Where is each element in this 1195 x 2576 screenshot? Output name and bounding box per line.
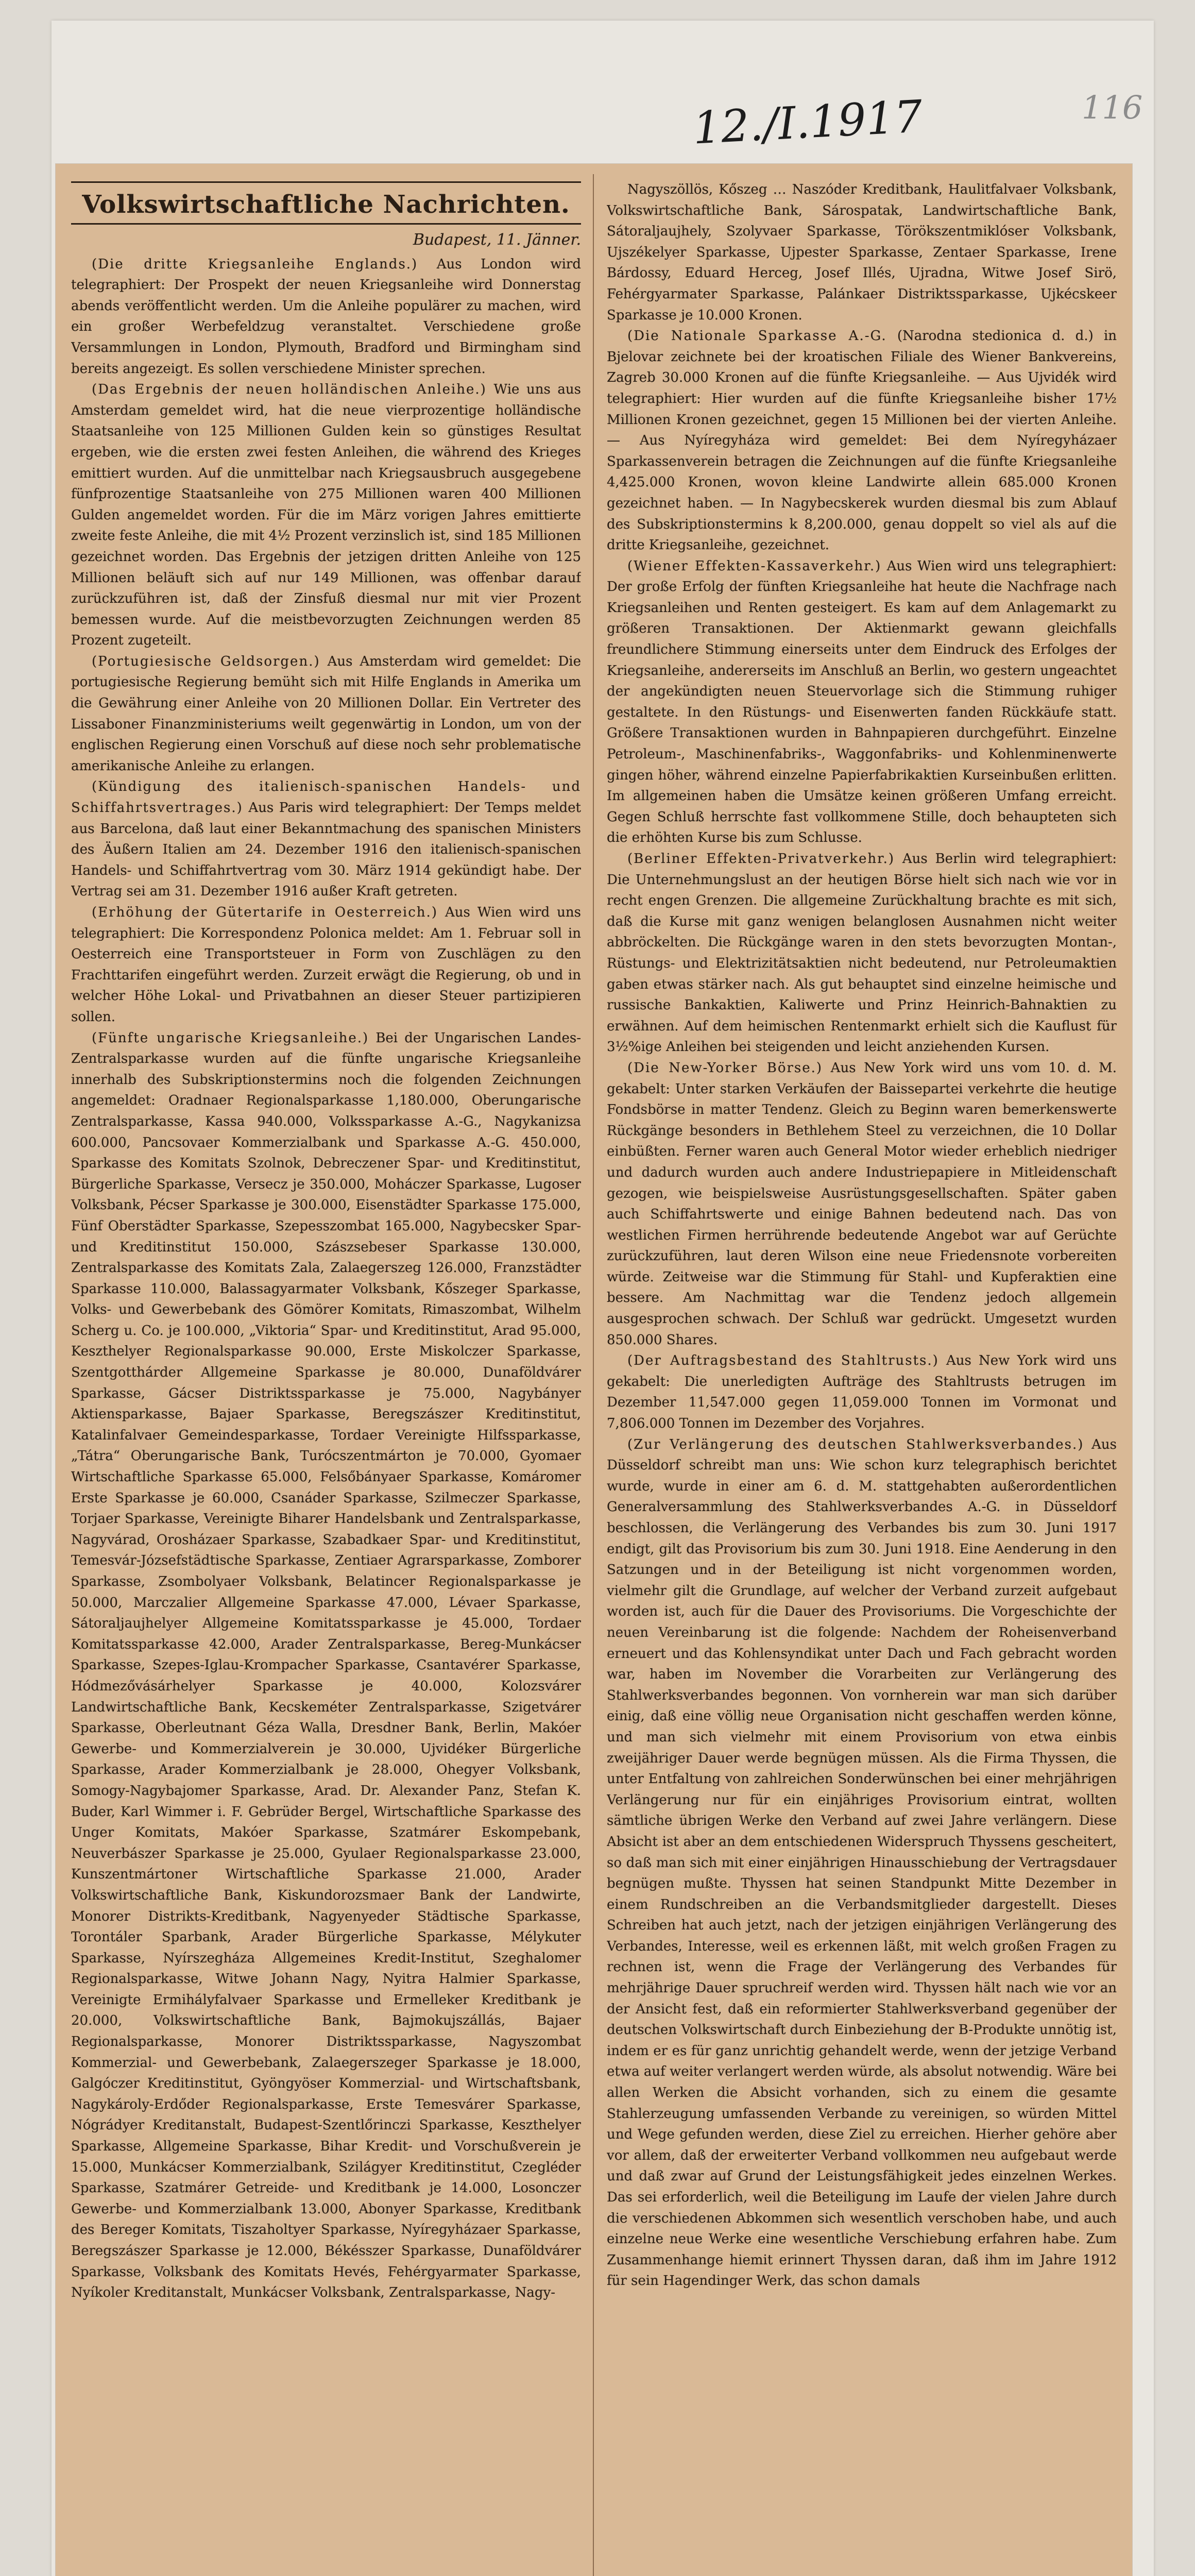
paragraph-lead: (Berliner Effekten-Privatverkehr.) bbox=[627, 851, 895, 867]
article-paragraph bbox=[71, 254, 581, 380]
headline-rule-bottom bbox=[71, 223, 581, 225]
article-paragraph bbox=[71, 379, 581, 651]
paragraph-lead: (Die Nationale Sparkasse A.-G. bbox=[627, 328, 887, 344]
newspaper-clipping bbox=[56, 164, 1132, 2576]
paragraph-text: (Narodna stedionica d. d.) in Bjelovar zeichnete bei der kroatischen Filiale des Wiener Bankvereins, Zagreb 30.000 Kronen auf die fünfte Kriegsanleihe. — Aus Ujvidék wird telegraphiert: Hier wurden auf die fünfte Kriegsanleihe bisher 17½ Millionen Kronen gezeichnet, gegen 15 Millionen bei der vierten Anleihe. — Aus Nyíregyháza wird gemeldet: Bei dem Nyíregyházaer Sparkassenverein betragen die Zeichnungen auf die fünfte Kriegsanleihe 4,425.000 Kronen, wovon kleine Landwirte allein 685.000 Kronen gezeichnet haben. — In Nagybecskerek wurden diesmal bis zum Ablauf des Subskriptionstermins k 8,200.000, genau doppelt so viel als auf die dritte Kriegsanleihe, gezeichnet. bbox=[607, 328, 1117, 553]
headline: Volkswirtschaftliche Nachrichten. bbox=[82, 190, 570, 219]
paragraph-lead: (Zur Verlängerung des deutschen Stahlwerksverbandes.) bbox=[627, 1436, 1084, 1452]
paragraph-text: Aus Düsseldorf schreibt man uns: Wie schon kurz telegraphisch berichtet wurde, wurde in einer am 6. d. M. stattgehabten außerordentlichen Generalversammlung des Stahlwerksverbandes A.-G. in Düsseldorf beschlossen, die Verlängerung des Verbandes bis zum 30. Juni 1917 endigt, gilt das Provisorium bis zum 30. Juni 1918. Eine Aenderung in den Satzungen und in der Beteiligung ist nicht vorgenommen worden, vielmehr gilt die Grundlage, auf welcher der Verband zurzeit aufgebaut worden ist, auch für die Dauer des Provisoriums. Die Vorgeschichte der neuen Vereinbarung ist die folgende: Nachdem der Roheisenverband erneuert und das Kohlensyndikat unter Dach und Fach gebracht worden war, haben im November die Vorarbeiten zur Verlängerung des Stahlwerksverbandes begonnen. Von vornherein war man sich darüber einig, daß eine völlig neue Organisation nicht geschaffen werden könne, und man sich vielmehr mit einem Provisorium von etwa einbis zweijähriger Dauer werde begnügen müssen. Als die Firma Thyssen, die unter Entfaltung von zahlreichen Sonderwünschen bei einer mehrjährigen Verlängerung nur für ein einjähriges Provisorium eintrat, wollten sämtliche übrigen Werke den Verband auf zwei Jahre verlängern. Diese Absicht ist aber an dem entschiedenen Widerspruch Thyssens gescheitert, so daß man sich mit einer einjährigen Hinausschiebung der Vertragsdauer begnügen mußte. Thyssen hat seinen Standpunkt Mitte Dezember in einem Rundschreiben an die Verbandsmitglieder dargestellt. Dieses Schreiben hat auch jetzt, nach der jetzigen einjährigen Verlängerung des Verbandes, Interesse, weil es erkennen läßt, mit welch großen Fragen zu rechnen ist, wenn die Frage der Verlängerung des Verbandes für mehrjährige Dauer spruchreif werden wird. Thyssen hält nach wie vor an der Ansicht fest, daß ein reformierter Stahlwerksverband gegenüber der deutschen Volkswirtschaft durch Einbeziehung der B-Produkte unnötig ist, indem er es für ganz unrichtig gehandelt werde, wenn der jetzige Verband etwa auf weiter verlangert werden würde, als absolut notwendig. Wäre bei allen Werken die Absicht vorhanden, sich zu einem die gesamte Stahlerzeugung umfassenden Verbande zu vereinigen, so würden Mittel und Wege gefunden werden, diese Ziel zu erreichen. Hierher gehöre aber vor allem, daß der erweiterter Verband vollkommen neu aufgebaut werde und daß zwar auf Grund der Leistungsfähigkeit jedes einzelnen Werkes. Das sei erforderlich, weil die Beteiligung im Laufe der vielen Jahre durch die verschiedenen Abkommen sich wesentlich verschoben habe, und auch einzelne neue Werke eine wesentliche Verschiebung erfahren habe. Zum Zusammenhange hiemit erinnert Thyssen daran, daß ihm im Jahre 1912 für sein Hagendinger Werk, das schon damals bbox=[607, 1436, 1117, 2289]
paragraph-text: Bei der Ungarischen Landes-Zentralsparkasse wurden auf die fünfte ungarische Kriegsanleihe innerhalb des Subskriptionstermins noch die folgenden Zeichnungen angemeldet: Oradnaer Regionalsparkasse 1,180.000, Oberungarische Zentralsparkasse, Kassa 940.000, Volkssparkasse A.-G., Nagykanizsa 600.000, Pancsovaer Kommerzialbank und Sparkasse A.-G. 450.000, Sparkasse des Komitats Szolnok, Debreczener Spar- und Kreditinstitut, Bürgerliche Sparkasse, Versecz je 350.000, Moháczer Sparkasse, Lugoser Volksbank, Pécser Sparkasse je 300.000, Eisenstädter Sparkasse 175.000, Fünf Oberstädter Sparkasse, Szepesszombat 165.000, Nagybecsker Spar- und Kreditinstitut 150.000, Szászsebeser Sparkasse 130.000, Zentralsparkasse des Komitats Zala, Zalaegerszeg 126.000, Franzstädter Sparkasse 110.000, Balassagyarmater Volksbank, Kőszeger Sparkasse, Volks- und Gewerbebank des Gömörer Komitats, Rimaszombat, Wilhelm Scherg u. Co. je 100.000, „Viktoria“ Spar- und Kreditinstitut, Arad 95.000, Keszthelyer Regionalsparkasse 90.000, Erste Miskolczer Sparkasse, Szentgotthárder Allgemeine Sparkasse je 80.000, Dunaföldvárer Sparkasse, Gácser Distriktssparkasse je 75.000, Nagybányer Aktiensparkasse, Bajaer Sparkasse, Beregszászer Kreditinstitut, Katalinfalvaer Gemeindesparkasse, Tordaer Vereinigte Hilfssparkasse, „Tátra“ Oberungarische Bank, Turócszentmárton je 70.000, Gyomaer Wirtschaftliche Sparkasse 65.000, Felsőbányaer Sparkasse, Komáromer Erste Sparkasse je 60.000, Csanáder Sparkasse, Szilmeczer Sparkasse, Torjaer Sparkasse, Vereinigte Biharer Handelsbank und Zentralsparkasse, Nagyvárad, Orosházaer Sparkasse, Szabadkaer Spar- und Kreditinstitut, Temesvár-Józsefstädtische Sparkasse, Zentiaer Agrarsparkasse, Zomborer Sparkasse, Zsombolyaer Volksbank, Belatincer Regionalsparkasse je 50.000, Marczalier Allgemeine Sparkasse 47.000, Lévaer Sparkasse, Sátoraljaujhelyer Allgemeine Komitatssparkasse je 45.000, Tordaer Komitatssparkasse 42.000, Arader Zentralsparkasse, Bereg-Munkácser Sparkasse, Szepes-Iglau-Krompacher Sparkasse, Csantavérer Sparkasse, Hódmezővásárhelyer Sparkasse je 40.000, Kolozsvárer Landwirtschaftliche Bank, Kecskeméter Zentralsparkasse, Szigetvárer Sparkasse, Oberleutnant Géza Walla, Dresdner Bank, Berlin, Makóer Gewerbe- und Kommerzialverein je 30.000, Ujvidéker Bürgerliche Sparkasse, Arader Kommerzialbank je 28.000, Ohegyer Volksbank, Somogy-Nagybajomer Sparkasse, Arad. Dr. Alexander Panz, Stefan K. Buder, Karl Wimmer i. F. Gebrüder Bergel, Wirtschaftliche Sparkasse des Unger Komitats, Makóer Sparkasse, Szatmárer Eskompebank, Neuverbászer Sparkasse je 25.000, Gyulaer Regionalsparkasse 23.000, Kunszentmártoner Wirtschaftliche Sparkasse 21.000, Arader Volkswirtschaftliche Bank, Kiskundorozsmaer Bank der Landwirte, Monorer Distrikts-Kreditbank, Nagyenyeder Städtische Sparkasse, Torontáler Sparbank, Arader Bürgerliche Sparkasse, Mélykuter Sparkasse, Nyírszegháza Allgemeines Kredit-Institut, Szeghalomer Regionalsparkasse, Witwe Johann Nagy, Nyitra Halmier Sparkasse, Vereinigte Ermihályfalvaer Sparkasse und Ermelleker Kreditbank je 20.000, Volkswirtschaftliche Bank, Bajmokujszállás, Bajaer Regionalsparkasse, Monorer Distriktssparkasse, Nagyszombat Kommerzial- und Gewerbebank, Zalaegerszeger Sparkasse je 18.000, Galgóczer Kreditinstitut, Gyöngyöser Kommerzial- und Wirtschaftsbank, Nagykároly-Erdőder Regionalsparkasse, Erste Temesvárer Sparkasse, Nógrádyer Kreditanstalt, Budapest-Szentlőrinczi Sparkasse, Keszthelyer Sparkasse, Allgemeine Sparkasse, Bihar Kredit- und Vorschußverein je 15.000, Munkácser Kommerzialbank, Szilágyer Kreditinstitut, Czegléder Sparkasse, Szatmárer Getreide- und Kreditbank je 14.000, Losonczer Gewerbe- und Kommerzialbank 13.000, Abonyer Sparkasse, Kreditbank des Bereger Komitats, Tiszaholtyer Sparkasse, Nyíregyházaer Sparkasse, Beregszászer Sparkasse je 12.000, Békésszer Sparkasse, Dunaföldvárer Sparkasse, Volksbank des Komitats Hevés, Fehérgyarmater Sparkasse, Nyíkoler Kreditanstalt, Munkácser Volksbank, Zentralsparkasse, Nagy- bbox=[71, 1030, 581, 2301]
article-paragraph bbox=[71, 1028, 581, 2303]
article-paragraph bbox=[607, 1350, 1117, 1434]
paragraph-text: Aus London wird telegraphiert: Der Prospekt der neuen Kriegsanleihe wird Donnerstag abends veröffentlicht werden. Um die Anleihe populärer zu machen, wird ein großer Werbefeldzug veranstaltet. Verschiedene große Versammlungen in London, Plymouth, Bradford und Birmingham sind bereits angezeigt. Es sollen verschiedene Minister sprechen. bbox=[71, 256, 581, 377]
paragraph-lead: (Die New-Yorker Börse.) bbox=[627, 1060, 823, 1076]
article-paragraph bbox=[607, 556, 1117, 849]
paragraph-lead: (Fünfte ungarische Kriegsanleihe.) bbox=[92, 1030, 369, 1046]
article-paragraph bbox=[607, 179, 1117, 326]
sheet-number: 116 bbox=[1082, 89, 1143, 126]
article-paragraph bbox=[607, 1058, 1117, 1350]
article-paragraph bbox=[71, 776, 581, 902]
article-paragraph bbox=[71, 651, 581, 777]
handwritten-date: 12./I.1917 bbox=[691, 91, 924, 155]
article-paragraph bbox=[71, 902, 581, 1028]
article-paragraph bbox=[607, 326, 1117, 556]
paragraph-text: Aus Berlin wird telegraphiert: Die Unternehmungslust an der heutigen Börse hielt sich nach wie vor in recht engen Grenzen. Die allgemeine Zurückhaltung brachte es mit sich, daß die Kurse mit ganz wenigen belanglosen Ausnahmen nicht weiter abbröckelten. Die Rückgänge waren in den stets bevorzugten Montan-, Rüstungs- und Elektrizitätsaktien nicht bedeutend, nur Petroleumaktien gaben etwas stärker nach. Als gut behauptet sind einzelne heimische und russische Bankaktien, Kaliwerte und Prinz Heinrich-Bahnaktien zu erwähnen. Auf dem heimischen Rentenmarkt erhielt sich die Kauflust für 3½%ige Anleihen bei steigenden und leicht anziehenden Kursen. bbox=[607, 851, 1117, 1055]
paragraph-lead: (Wiener Effekten-Kassaverkehr.) bbox=[627, 558, 882, 574]
left-column-body bbox=[71, 254, 581, 2303]
paragraph-text: Aus Wien wird uns telegraphiert: Die Korrespondenz Polonica meldet: Am 1. Februar soll in Oesterreich eine Transportsteuer in Form von Zuschlägen zu den Frachttarifen eingeführt werden. Zurzeit erwägt die Regierung, ob und in welcher Höhe Lokal- und Privatbahnen an dieser Steuer partizipieren sollen. bbox=[71, 905, 581, 1025]
dateline: Budapest, 11. Jänner. bbox=[413, 231, 581, 249]
right-column-body bbox=[607, 179, 1117, 2292]
paragraph-lead: (Portugiesische Geldsorgen.) bbox=[92, 653, 320, 669]
paragraph-text: Wie uns aus Amsterdam gemeldet wird, hat die neue vierprozentige holländische Staatsanleihe von 125 Millionen Gulden kein so günstiges Resultat ergeben, wie die ersten zwei festen Anleihen, die während des Krieges emittiert wurden. Auf die unmittelbar nach Kriegsausbruch ausgegebene fünfprozentige Staatsanleihe von 275 Millionen waren 400 Millionen Gulden angemeldet worden. Für die im März vorigen Jahres emittierte zweite feste Anleihe, die mit 4½ Prozent verzinslich ist, sind 185 Millionen gezeichnet worden. Das Ergebnis der jetzigen dritten Anleihe von 125 Millionen beläuft sich auf nur 149 Millionen, was offenbar darauf zurückzuführen ist, daß der Zinsfuß diesmal nur mit vier Prozent bemessen wurde. Auf die meistbevorzugten Zeichnungen werden 85 Prozent zugeteilt. bbox=[71, 382, 581, 649]
paragraph-text: Nagyszöllös, Kőszeg … Naszóder Kreditbank, Haulitfalvaer Volksbank, Volkswirtschaftliche Bank, Sárospatak, Landwirtschaftliche Bank, Sátoraljaujhely, Szolyvaer Sparkasse, Törökszentmiklóser Volksbank, Ujszékelyer Sparkasse, Ujpester Sparkasse, Zentaer Sparkasse, Irene Bárdossy, Eduard Herceg, Josef Illés, Ujradna, Witwe Josef Sirö, Fehérgyarmater Sparkasse, Palánkaer Distriktssparkasse, Ujkécskeer Sparkasse je 10.000 Kronen. bbox=[607, 182, 1117, 323]
paragraph-text: Aus New York wird uns gekabelt: Die unerledigten Aufträge des Stahltrusts betrugen im Dezember 11,547.000 gegen 11,059.000 Tonnen im Vormonat und 7,806.000 Tonnen im Dezember des Vorjahres. bbox=[607, 1353, 1117, 1432]
column-divider bbox=[593, 174, 594, 2576]
right-column bbox=[607, 179, 1117, 2576]
paragraph-lead: (Die dritte Kriegsanleihe Englands.) bbox=[92, 256, 418, 272]
paragraph-lead: (Kündigung des italienisch-spanischen Handels- und Schiffahrtsvertrages.) bbox=[71, 779, 581, 816]
paragraph-text: Aus New York wird uns vom 10. d. M. gekabelt: Unter starken Verkäufen der Baissepartei verkehrte die heutige Fondsbörse in matter Tendenz. Gleich zu Beginn waren bemerkenswerte Rückgänge besonders in Bethlehem Steel zu verzeichnen, die 10 Dollar einbüßten. Ferner waren auch General Motor wieder erheblich niedriger und dadurch wurden auch andere Industriepapiere in Mitleidenschaft gezogen, wie beispielsweise Ausrüstungsgesellschaften. Später gaben auch Schiffahrtswerte und einige Bahnen bedeutend nach. Das von westlichen Firmen herrührende bedeutende Angebot war auf Gerüchte zurückzuführen, laut deren Wilson eine neue Friedensnote vorbereiten würde. Zeitweise war die Stimmung für Stahl- und Kupferaktien eine bessere. Am Nachmittag war die Tendenz jedoch allgemein ausgesprochen schwach. Der Schluß war gedrückt. Umgesetzt wurden 850.000 Shares. bbox=[607, 1060, 1117, 1348]
article-paragraph bbox=[607, 1434, 1117, 2292]
paragraph-text: Aus Wien wird uns telegraphiert: Der große Erfolg der fünften Kriegsanleihe hat heute die Nachfrage nach Kriegsanleihen und Renten gesteigert. Es kam auf dem Anlagemarkt zu größeren Transaktionen. Der Aktienmarkt gewann gleichfalls freundlichere Stimmung einerseits unter dem Eindruck des Erfolges der Kriegsanleihe, andererseits im Anschluß an Berlin, wo gestern ungeachtet der angekündigten neuen Steuervorlage sich die Stimmung ruhiger gestaltete. In den Rüstungs- und Eisenwerten fanden Rückkäufe statt. Größere Transaktionen wurden in Bahnpapieren durchgeführt. Einzelne Petroleum-, Maschinenfabriks-, Waggonfabriks- und Kohlenminenwerte gingen höher, während einzelne Papierfabrikaktien Kurseinbußen erlitten. Im allgemeinen haben die Umsätze keinen größeren Umfang erreicht. Gegen Schluß herrschte fast vollkommene Stille, doch behaupteten sich die erhöhten Kurse bis zum Schlusse. bbox=[607, 558, 1117, 846]
paragraph-lead: (Erhöhung der Gütertarife in Oesterreich.) bbox=[92, 905, 438, 920]
paragraph-lead: (Der Auftragsbestand des Stahltrusts.) bbox=[627, 1353, 939, 1369]
paragraph-lead: (Das Ergebnis der neuen holländischen Anleihe.) bbox=[92, 382, 487, 398]
headline-rule-top bbox=[71, 181, 581, 183]
paragraph-text: Aus Amsterdam wird gemeldet: Die portugiesische Regierung bemüht sich mit Hilfe Englands in Amerika um die Gewährung einer Anleihe von 20 Millionen Dollar. Ein Vertreter des Lissaboner Finanzministeriums weilt gegenwärtig in London, um von der englischen Regierung einen Vorschuß auf diese noch sehr problematische amerikanische Anleihe zu erlangen. bbox=[71, 653, 581, 774]
left-column bbox=[71, 179, 581, 2576]
article-paragraph bbox=[607, 849, 1117, 1058]
paragraph-text: Aus Paris wird telegraphiert: Der Temps meldet aus Barcelona, daß laut einer Bekanntmachung des spanischen Ministers des Äußern Italien am 24. Dezember 1916 den italienisch-spanischen Handels- und Schiffahrtvertrag vom 30. März 1914 gekündigt habe. Der Vertrag sei am 31. Dezember 1916 außer Kraft getreten. bbox=[71, 800, 581, 900]
